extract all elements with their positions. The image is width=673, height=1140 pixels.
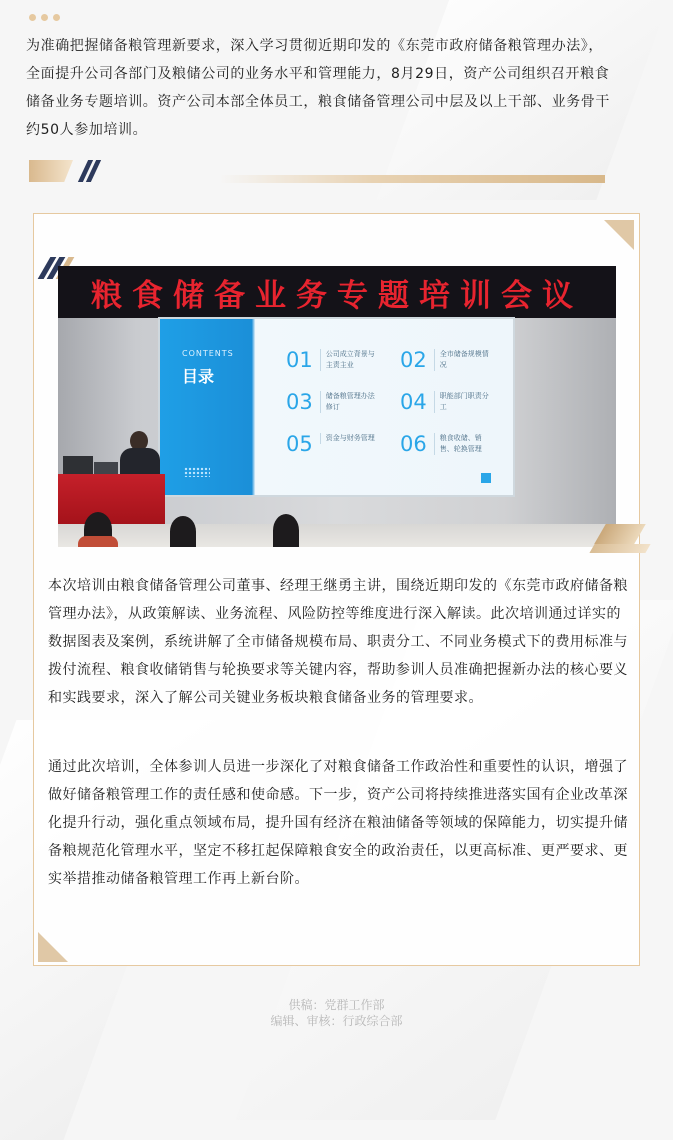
screen-item: [286, 433, 378, 455]
training-photo: [58, 266, 616, 547]
screen-item-number: 01: [286, 348, 313, 372]
screen-item: [400, 433, 492, 455]
screen-item: [286, 349, 378, 371]
screen-item-text: 粮食收储、销售、轮换管理: [434, 433, 492, 455]
divider-line: [219, 175, 605, 183]
photo-banner: [58, 266, 616, 318]
screen-item: [286, 391, 378, 413]
paragraph-2: 通过此次培训，全体参训人员进一步深化了对粮食储备工作政治性和重要性的认识，增强了做好储备粮管理工作的责任感和使命感。下一步，资产公司将持续推进落实国有企业改革深化提升行动，强化重点领域布局，提升国有经济在粮油储备等领域的保障能力，切实提升储备粮规范化管理水平，坚定不移扛起保障粮食安全的政治责任，以更高标准、更严要求、更实举措推动储备粮管理工作再上新台阶。: [48, 759, 628, 887]
screen-corner-mark: [481, 473, 491, 483]
audience-shoulder: [78, 536, 118, 547]
dot: [29, 14, 36, 21]
photo-floor: [58, 524, 616, 547]
divider-block: [29, 160, 73, 182]
screen-item-text: 全市储备规模情况: [434, 349, 492, 371]
section-divider: [29, 160, 605, 182]
dot: [41, 14, 48, 21]
desk-monitor: [63, 456, 93, 474]
speaker-figure: [118, 431, 162, 479]
decorative-dots: [29, 14, 60, 21]
screen-title: 目录: [182, 367, 215, 386]
audience-head: [273, 514, 299, 547]
projection-screen: [160, 319, 513, 495]
photo-corner-decoration: [592, 524, 652, 554]
corner-decoration-bottom-left: [38, 932, 68, 962]
screen-item-number: 06: [400, 432, 427, 456]
dot-grid-icon: [184, 467, 210, 477]
audience-head: [170, 516, 196, 547]
deco-block: [594, 524, 646, 544]
screen-item: [400, 349, 492, 371]
screen-contents-label: CONTENTS: [182, 349, 234, 358]
screen-item-number: 03: [286, 390, 313, 414]
screen-item-number: 04: [400, 390, 427, 414]
screen-item-text: 公司成立背景与主责主业: [320, 349, 378, 371]
screen-item-number: 05: [286, 432, 313, 456]
corner-decoration-top-right: [604, 220, 634, 250]
screen-item-text: 资金与财务管理: [320, 433, 378, 444]
intro-paragraph: 为准确把握储备粮管理新要求，深入学习贯彻近期印发的《东莞市政府储备粮管理办法》，全面提升公司各部门及粮储公司的业务水平和管理能力，8月29日，资产公司组织召开粮食储备业务专题培训。资产公司本部全体员工，粮食储备管理公司中层及以上干部、业务骨干约50人参加培训。: [26, 38, 610, 138]
screen-item: [400, 391, 492, 413]
dot: [53, 14, 60, 21]
screen-item-number: 02: [400, 348, 427, 372]
paragraph-1: 本次培训由粮食储备管理公司董事、经理王继勇主讲，围绕近期印发的《东莞市政府储备粮管理办法》，从政策解读、业务流程、风险防控等维度进行深入解读。此次培训通过详实的数据图表及案例，系统讲解了全市储备规模布局、职责分工、不同业务模式下的费用标准与拨付流程、粮食收储销售与轮换要求等关键内容，帮助参训人员准确把握新办法的核心要义和实践要求，深入了解公司关键业务板块粮食储备业务的管理要求。: [48, 578, 628, 706]
screen-item-text: 储备粮管理办法修订: [320, 391, 378, 413]
footer-editor: 编辑、审核：行政综合部: [270, 1014, 403, 1028]
footer-source: 供稿：党群工作部: [288, 998, 385, 1012]
deco-bar: [589, 544, 650, 553]
banner-text: 粮食储备业务专题培训会议: [91, 277, 583, 314]
screen-item-text: 职能部门职责分工: [434, 391, 492, 413]
